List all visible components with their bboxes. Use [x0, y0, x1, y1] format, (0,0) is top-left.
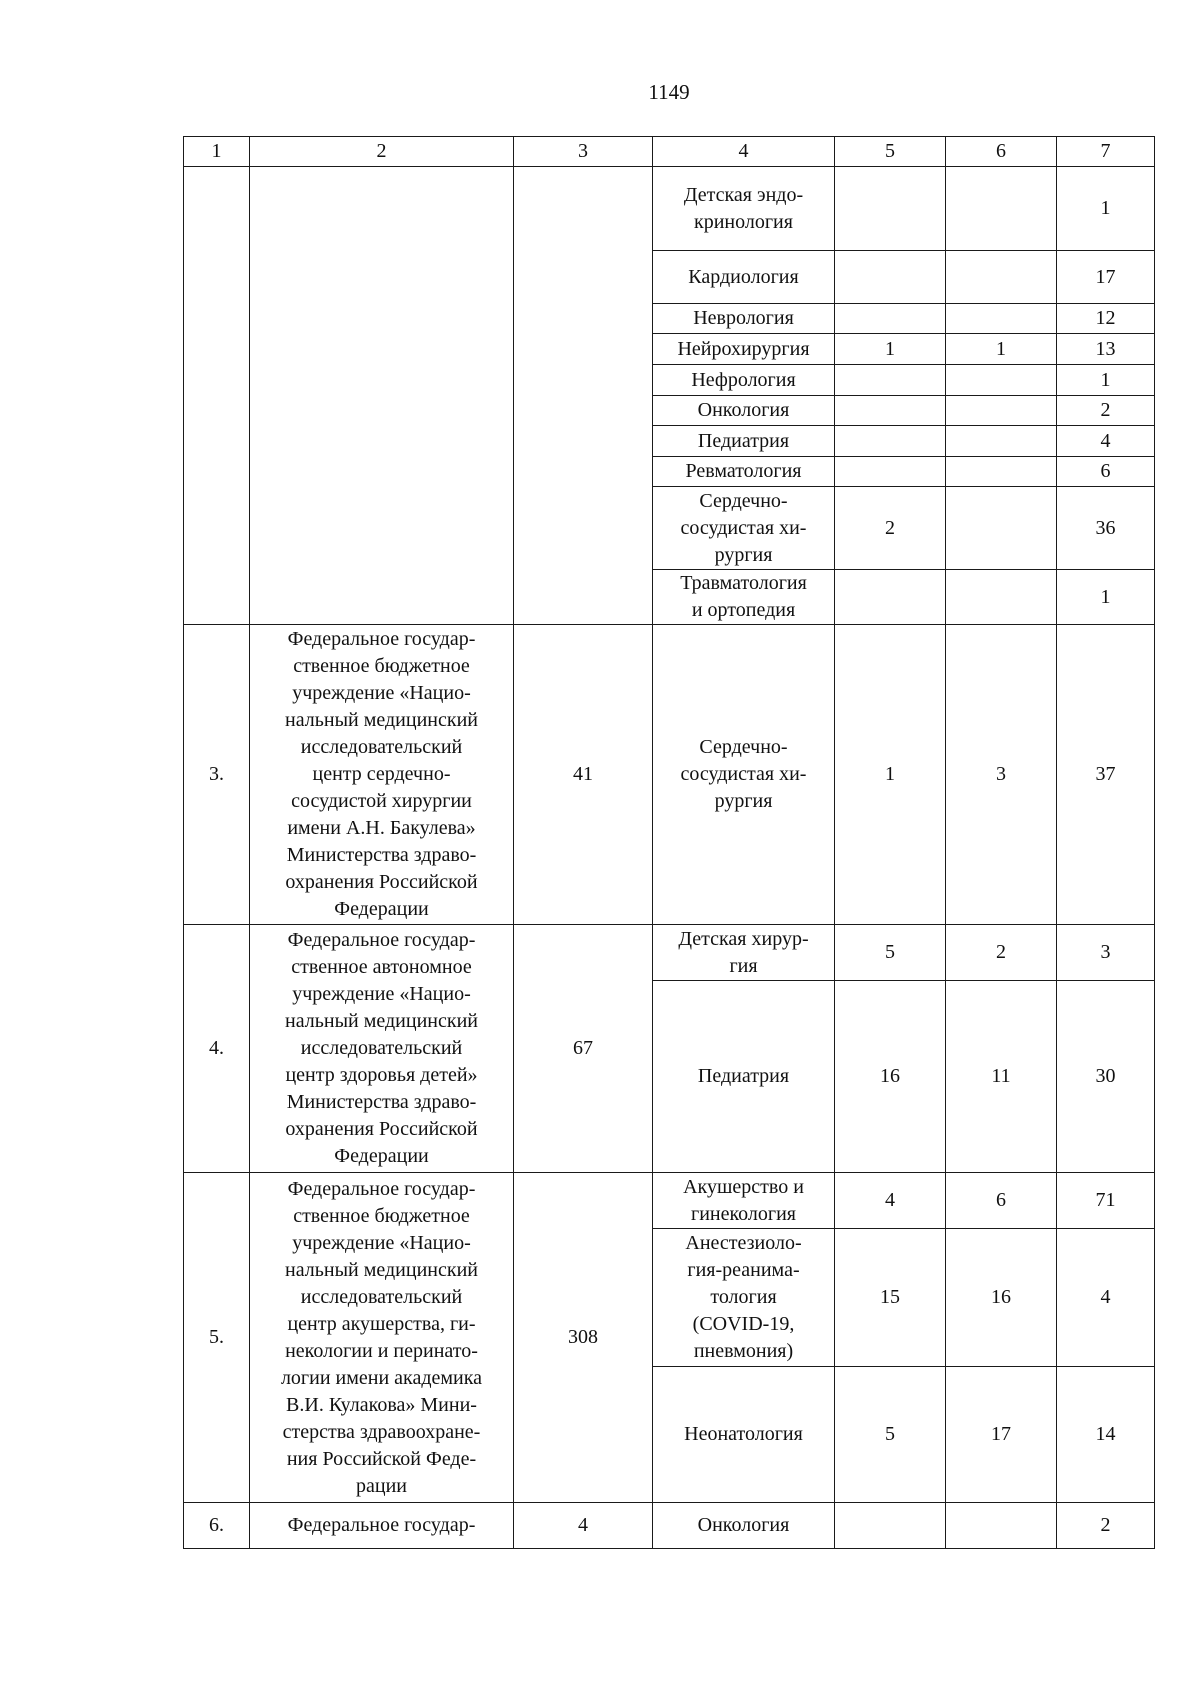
- org-total-cell: 41: [514, 625, 653, 925]
- value-cell-5: [835, 396, 946, 426]
- table-row: [184, 1173, 1155, 1229]
- header-cell: 6: [946, 137, 1057, 167]
- header-cell: 5: [835, 137, 946, 167]
- header-cell: 7: [1057, 137, 1155, 167]
- org-name-cell: Федеральное государ- ственное бюджетное учреждение «Нацио- нальный медицинский исследовательский центр сердечно- сосудистой хирургии имени А.Н. Бакулева» Министерства здраво- охранения Российской Федерации: [250, 625, 514, 925]
- value-cell-6: 1: [946, 334, 1057, 365]
- value-cell-6: [946, 570, 1057, 625]
- specialty-cell: Нефрология: [653, 365, 835, 396]
- value-cell-5: 5: [835, 1367, 946, 1503]
- value-cell-6: [946, 304, 1057, 334]
- specialty-cell: Акушерство и гинекология: [653, 1173, 835, 1229]
- value-cell-6: [946, 487, 1057, 570]
- specialty-cell: Анестезиоло- гия-реанима- тология (COVID-19, пневмония): [653, 1229, 835, 1367]
- value-cell-6: 6: [946, 1173, 1057, 1229]
- value-cell-7: 1: [1057, 365, 1155, 396]
- table-row: [184, 625, 1155, 925]
- specialty-cell: Кардиология: [653, 251, 835, 304]
- specialty-cell: Неонатология: [653, 1367, 835, 1503]
- page-number: 1149: [648, 80, 690, 104]
- value-cell-6: [946, 457, 1057, 487]
- specialty-cell: Травматология и ортопедия: [653, 570, 835, 625]
- value-cell-6: [946, 426, 1057, 457]
- header-cell: 1: [184, 137, 250, 167]
- value-cell-6: [946, 396, 1057, 426]
- value-cell-7: 2: [1057, 1503, 1155, 1549]
- value-cell-5: [835, 570, 946, 625]
- specialty-cell: Педиатрия: [653, 981, 835, 1173]
- value-cell-7: 1: [1057, 167, 1155, 251]
- org-number-cell: 5.: [184, 1173, 250, 1503]
- value-cell-5: 15: [835, 1229, 946, 1367]
- value-cell-5: [835, 167, 946, 251]
- org-name-cell: Федеральное государ- ственное бюджетное учреждение «Нацио- нальный медицинский исследовательский центр акушерства, ги- некологии и перинато- логии имени академика В.И. Кулакова» Мини- стерства здравоохране- ния Российской Феде- рации: [250, 1173, 514, 1503]
- header-row: [184, 137, 1155, 167]
- org-number-cell: 3.: [184, 625, 250, 925]
- value-cell-6: 3: [946, 625, 1057, 925]
- org-number-cell: 6.: [184, 1503, 250, 1549]
- value-cell-6: 2: [946, 925, 1057, 981]
- value-cell-7: 4: [1057, 1229, 1155, 1367]
- org-number-cell: 4.: [184, 925, 250, 1173]
- value-cell-5: [835, 365, 946, 396]
- value-cell-7: 36: [1057, 487, 1155, 570]
- value-cell-7: 4: [1057, 426, 1155, 457]
- value-cell-7: 30: [1057, 981, 1155, 1173]
- value-cell-5: 4: [835, 1173, 946, 1229]
- value-cell-5: 5: [835, 925, 946, 981]
- table-row: [184, 1503, 1155, 1549]
- specialty-cell: Неврология: [653, 304, 835, 334]
- value-cell-7: 14: [1057, 1367, 1155, 1503]
- value-cell-5: 16: [835, 981, 946, 1173]
- value-cell-6: 16: [946, 1229, 1057, 1367]
- value-cell-7: 13: [1057, 334, 1155, 365]
- allocation-table: [183, 136, 1155, 1549]
- value-cell-6: [946, 167, 1057, 251]
- org-name-cell: Федеральное государ- ственное автономное учреждение «Нацио- нальный медицинский исследовательский центр здоровья детей» Министерства здраво- охранения Российской Федерации: [250, 925, 514, 1173]
- specialty-cell: Онкология: [653, 1503, 835, 1549]
- value-cell-6: [946, 251, 1057, 304]
- header-cell: 4: [653, 137, 835, 167]
- value-cell-7: 1: [1057, 570, 1155, 625]
- header-cell: 2: [250, 137, 514, 167]
- specialty-cell: Сердечно- сосудистая хи- рургия: [653, 625, 835, 925]
- value-cell-6: [946, 1503, 1057, 1549]
- specialty-cell: Детская эндо- кринология: [653, 167, 835, 251]
- org-name-cell: [250, 167, 514, 625]
- value-cell-7: 6: [1057, 457, 1155, 487]
- specialty-cell: Сердечно- сосудистая хи- рургия: [653, 487, 835, 570]
- specialty-cell: Нейрохирургия: [653, 334, 835, 365]
- value-cell-6: [946, 365, 1057, 396]
- specialty-cell: Детская хирур- гия: [653, 925, 835, 981]
- value-cell-5: 1: [835, 334, 946, 365]
- org-number-cell: [184, 167, 250, 625]
- value-cell-7: 37: [1057, 625, 1155, 925]
- value-cell-7: 3: [1057, 925, 1155, 981]
- value-cell-6: 17: [946, 1367, 1057, 1503]
- value-cell-5: [835, 1503, 946, 1549]
- org-total-cell: [514, 167, 653, 625]
- table-row: [184, 925, 1155, 981]
- value-cell-5: [835, 304, 946, 334]
- table-row: [184, 167, 1155, 251]
- value-cell-5: 1: [835, 625, 946, 925]
- org-total-cell: 308: [514, 1173, 653, 1503]
- value-cell-7: 17: [1057, 251, 1155, 304]
- header-cell: 3: [514, 137, 653, 167]
- value-cell-7: 12: [1057, 304, 1155, 334]
- value-cell-5: 2: [835, 487, 946, 570]
- specialty-cell: Онкология: [653, 396, 835, 426]
- org-total-cell: 67: [514, 925, 653, 1173]
- org-name-cell: Федеральное государ-: [250, 1503, 514, 1549]
- value-cell-5: [835, 457, 946, 487]
- value-cell-7: 2: [1057, 396, 1155, 426]
- org-total-cell: 4: [514, 1503, 653, 1549]
- value-cell-7: 71: [1057, 1173, 1155, 1229]
- value-cell-5: [835, 426, 946, 457]
- specialty-cell: Педиатрия: [653, 426, 835, 457]
- value-cell-5: [835, 251, 946, 304]
- value-cell-6: 11: [946, 981, 1057, 1173]
- specialty-cell: Ревматология: [653, 457, 835, 487]
